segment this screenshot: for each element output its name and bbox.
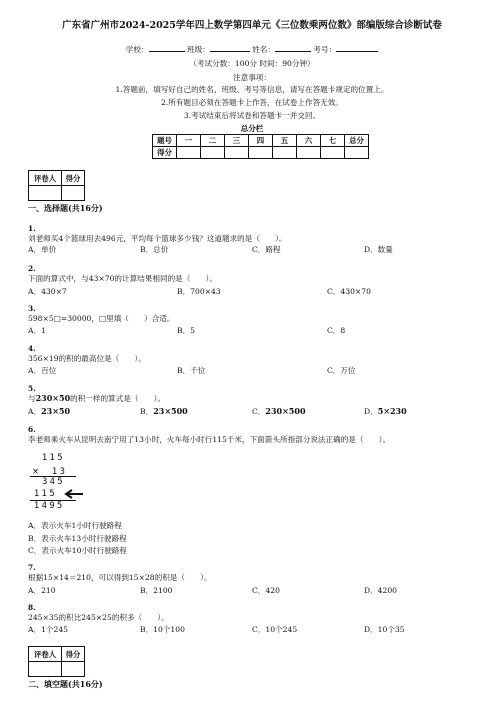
vertical-multiplication (28, 449, 98, 513)
question-text: 356×19的积的最高位是（ ）。 (28, 354, 146, 363)
score-cell[interactable] (177, 147, 201, 159)
score-header-cell: 三 (225, 135, 249, 147)
grader-cell[interactable] (29, 186, 62, 201)
calc-line: 345 (42, 477, 65, 487)
option-c[interactable]: C．表示火车10小时行驶路程 (28, 546, 128, 555)
name-blank[interactable] (275, 44, 311, 52)
option-a[interactable]: A．1 (28, 326, 46, 335)
option-a[interactable]: A．210 (28, 586, 56, 595)
score-row-label: 得分 (153, 147, 177, 159)
question-number: 7. (28, 563, 36, 572)
name-label: 姓名： (252, 45, 275, 54)
note-1: 1.答题前，填写好自己的姓名、班级、考号等信息，请写在答题卡规定的位置上。 (115, 85, 389, 94)
option-expression: 230×500 (265, 406, 306, 416)
section-1-title: 一、选择题(共16分) (28, 203, 103, 213)
score-cell[interactable] (345, 147, 369, 159)
question-number: 5. (28, 384, 36, 393)
question-number: 1. (28, 224, 36, 233)
page-title: 广东省广州市2024-2025学年四上数学第四单元《三位数乘两位数》部编版综合诊断试卷 (62, 20, 442, 31)
student-info-line (0, 44, 504, 55)
option-c[interactable]: C．万位 (327, 366, 356, 375)
class-blank[interactable] (210, 44, 250, 52)
arrow-left-icon (64, 489, 84, 499)
note-2: 2.所有题目必须在答题卡上作答，在试卷上作答无效。 (161, 98, 343, 107)
option-a[interactable]: A．23×50 (28, 406, 71, 416)
note-3: 3.考试结束后将试卷和答题卡一并交回。 (183, 111, 321, 120)
score-cell[interactable] (273, 147, 297, 159)
question-text: 245×35的积比245×25的积多（ ）。 (28, 613, 169, 622)
grader-label: 评卷人 (29, 171, 62, 186)
option-a[interactable]: A．表示火车1小时行驶路程 (28, 521, 122, 530)
score-header-cell: 题号 (153, 135, 177, 147)
question-text: 刘老师买4个篮球用去496元，平均每个篮球多少钱？这道题求的是（ ）。 (28, 234, 287, 243)
question-number: 6. (28, 425, 36, 434)
option-a[interactable]: A．百位 (28, 366, 57, 375)
option-b[interactable]: B．700×43 (177, 287, 221, 296)
option-a[interactable]: A．430×7 (28, 287, 67, 296)
option-d[interactable]: D．10个35 (364, 625, 405, 634)
option-a[interactable]: A．单价 (28, 245, 57, 254)
score-table-header-row (153, 135, 369, 147)
school-blank[interactable] (149, 44, 185, 52)
calc-line: 115 (42, 453, 65, 463)
option-c[interactable]: C．8 (327, 326, 346, 335)
grader-label: 评卷人 (29, 647, 62, 662)
score-table (152, 134, 369, 159)
exam-number-label: 考号： (313, 45, 337, 54)
score-cell[interactable] (225, 147, 249, 159)
score-cell[interactable] (321, 147, 345, 159)
score-header-cell: 五 (273, 135, 297, 147)
score-header-cell: 总分 (345, 135, 369, 147)
question-number: 4. (28, 344, 36, 353)
option-c[interactable]: C．路程 (252, 245, 281, 254)
option-b[interactable]: B．10个100 (140, 625, 185, 634)
calc-line: 1495 (34, 501, 65, 511)
question-number: 8. (28, 603, 36, 612)
option-b[interactable]: B．表示火车13小时行驶路程 (28, 534, 127, 543)
question-number: 3. (28, 304, 36, 313)
option-c[interactable]: C．420 (252, 586, 280, 595)
score-header-cell: 一 (177, 135, 201, 147)
question-text: 下面的算式中，与43×70的计算结果相同的是（ ）。 (28, 274, 217, 283)
grader-box (28, 646, 85, 677)
option-expression: 23×500 (153, 406, 188, 416)
question-text: 598×5□=30000，□里填（ ）合适。 (28, 314, 175, 323)
section-2-title: 二、填空题(共16分) (28, 679, 103, 689)
calc-line: × 13 (32, 467, 68, 477)
question-text: 李老师乘火车从昆明去南宁用了13小时，火车每小时行115千米，下面箭头所指部分说法正确的是（ ）。 (28, 435, 391, 444)
option-b[interactable]: B．总价 (140, 245, 169, 254)
question-number: 2. (28, 264, 36, 273)
exam-number-blank[interactable] (336, 44, 378, 52)
score-cell[interactable] (249, 147, 273, 159)
option-b[interactable]: B．5 (177, 326, 196, 335)
grader-score-label: 得分 (62, 647, 85, 662)
option-expression: 23×50 (41, 406, 71, 416)
grader-score-cell[interactable] (62, 186, 85, 201)
grader-box (28, 170, 85, 201)
score-table-title: 总分栏 (240, 124, 264, 133)
option-c[interactable]: C．430×70 (327, 287, 371, 296)
question-text: 与230×50的积一样的算式是（ ）。 (28, 393, 166, 403)
grader-score-label: 得分 (62, 171, 85, 186)
calc-line-highlighted: 115 (34, 489, 57, 499)
notes-title: 注意事项： (233, 73, 271, 82)
option-a[interactable]: A．1个245 (28, 625, 68, 634)
grader-score-cell[interactable] (62, 662, 85, 677)
option-d[interactable]: D．数量 (364, 245, 393, 254)
option-b[interactable]: B．2100 (140, 586, 173, 595)
class-label: 班级： (187, 45, 210, 54)
option-expression: 5×230 (377, 406, 407, 416)
option-b[interactable]: B．千位 (177, 366, 206, 375)
score-header-cell: 四 (249, 135, 273, 147)
grader-cell[interactable] (29, 662, 62, 677)
score-cell[interactable] (297, 147, 321, 159)
question-expression: 230×50 (35, 393, 71, 403)
score-header-cell: 二 (201, 135, 225, 147)
question-text: 根据15×14＝210，可以得到15×28的积是（ ）。 (28, 573, 212, 582)
school-label: 学校： (125, 45, 149, 54)
option-b[interactable]: B．23×500 (140, 406, 188, 416)
exam-info: （考试分数：100分 时间：90分钟） (189, 59, 315, 68)
option-d[interactable]: D．5×230 (364, 406, 407, 416)
option-c[interactable]: C．230×500 (252, 406, 306, 416)
score-cell[interactable] (201, 147, 225, 159)
option-c[interactable]: C．10个245 (252, 625, 298, 634)
score-table-row (153, 147, 369, 159)
option-d[interactable]: D．4200 (364, 586, 398, 595)
score-header-cell: 七 (321, 135, 345, 147)
score-header-cell: 六 (297, 135, 321, 147)
